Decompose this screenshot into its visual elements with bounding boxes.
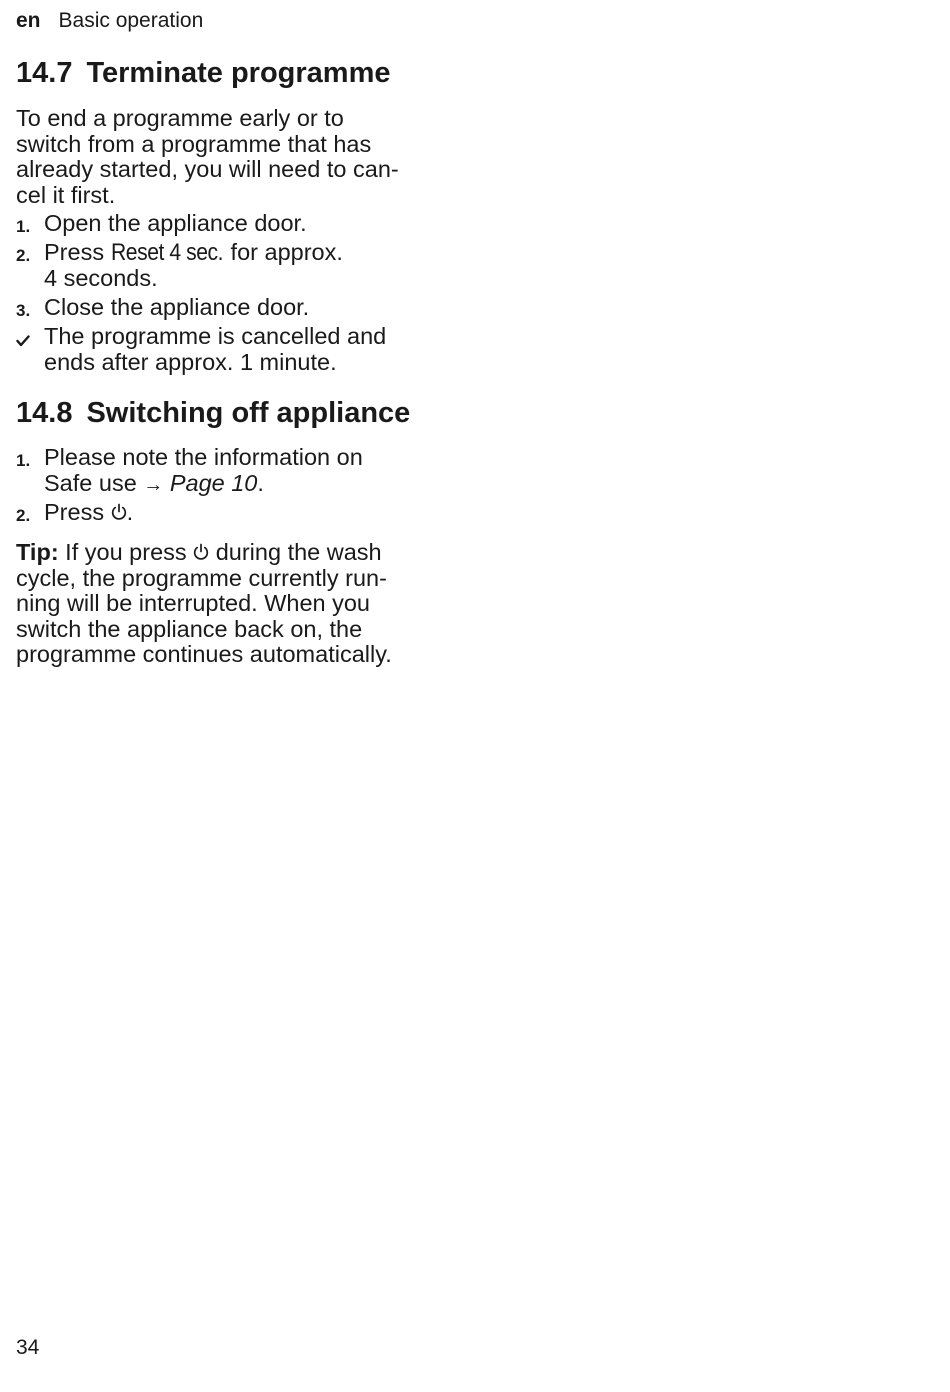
tip-line: switch the appliance back on, the [16,615,363,642]
tip-line [16,540,446,566]
heading-title: Terminate programme [86,57,391,89]
step-text-pre: Press [44,239,105,265]
step-text [44,240,446,291]
tip-label: Tip: [16,539,59,565]
page-reference-link[interactable]: Page 10 [169,469,258,496]
tip-line: cycle, the programme currently run- [16,564,387,591]
intro-line: To end a programme early or to [16,105,344,131]
step-text: Open the appliance door. [44,210,307,236]
heading-terminate-programme [16,57,391,90]
heading-number: 14.8 [16,397,73,429]
result-line-1: The programme is cancelled and [44,323,387,349]
heading-switching-off [16,397,410,430]
step-text-pre: Press [44,499,105,525]
heading-title: Switching off appliance [86,397,411,429]
intro-paragraph [16,106,446,208]
running-header [16,9,203,33]
tip-paragraph [16,540,446,668]
step-text-post: for approx. [230,239,343,265]
tip-text: If you press [65,539,187,565]
step-2 [16,240,446,291]
result-text [44,324,446,375]
result-line [16,324,446,375]
step-text [44,445,446,498]
power-icon [193,543,209,561]
step-3 [16,295,446,321]
intro-line: cel it first. [16,181,116,208]
step-1 [16,445,446,498]
language-code: en [16,9,41,32]
step-number: 2. [16,246,31,265]
safe-use-text: Safe use [44,469,137,496]
tip-text: during the wash [215,539,382,565]
tip-line: ning will be interrupted. When you [16,590,371,617]
tip-line: programme continues automatically. [16,641,392,668]
step-1 [16,211,446,237]
step-text: Close the appliance door. [44,294,310,320]
result-line-2: ends after approx. 1 minute. [44,348,337,375]
reset-button-label: Reset 4 sec. [110,239,223,266]
period: . [126,499,134,525]
step-number: 3. [16,301,31,320]
step-number: 1. [16,451,31,470]
step-number: 1. [16,217,31,236]
check-icon [16,329,30,355]
step-2 [16,500,446,526]
page-number: 34 [16,1336,40,1359]
step-text-line2: 4 seconds. [44,264,158,291]
intro-line: switch from a programme that has [16,130,372,157]
power-icon [111,503,127,521]
step-text [44,500,446,526]
heading-number: 14.7 [16,57,73,89]
intro-line: already started, you will need to can- [16,156,399,183]
step-text-line1: Please note the information on [44,444,363,470]
period: . [257,469,264,496]
arrow-right-icon: → [143,473,164,496]
step-number: 2. [16,506,31,525]
section-name: Basic operation [58,9,204,32]
